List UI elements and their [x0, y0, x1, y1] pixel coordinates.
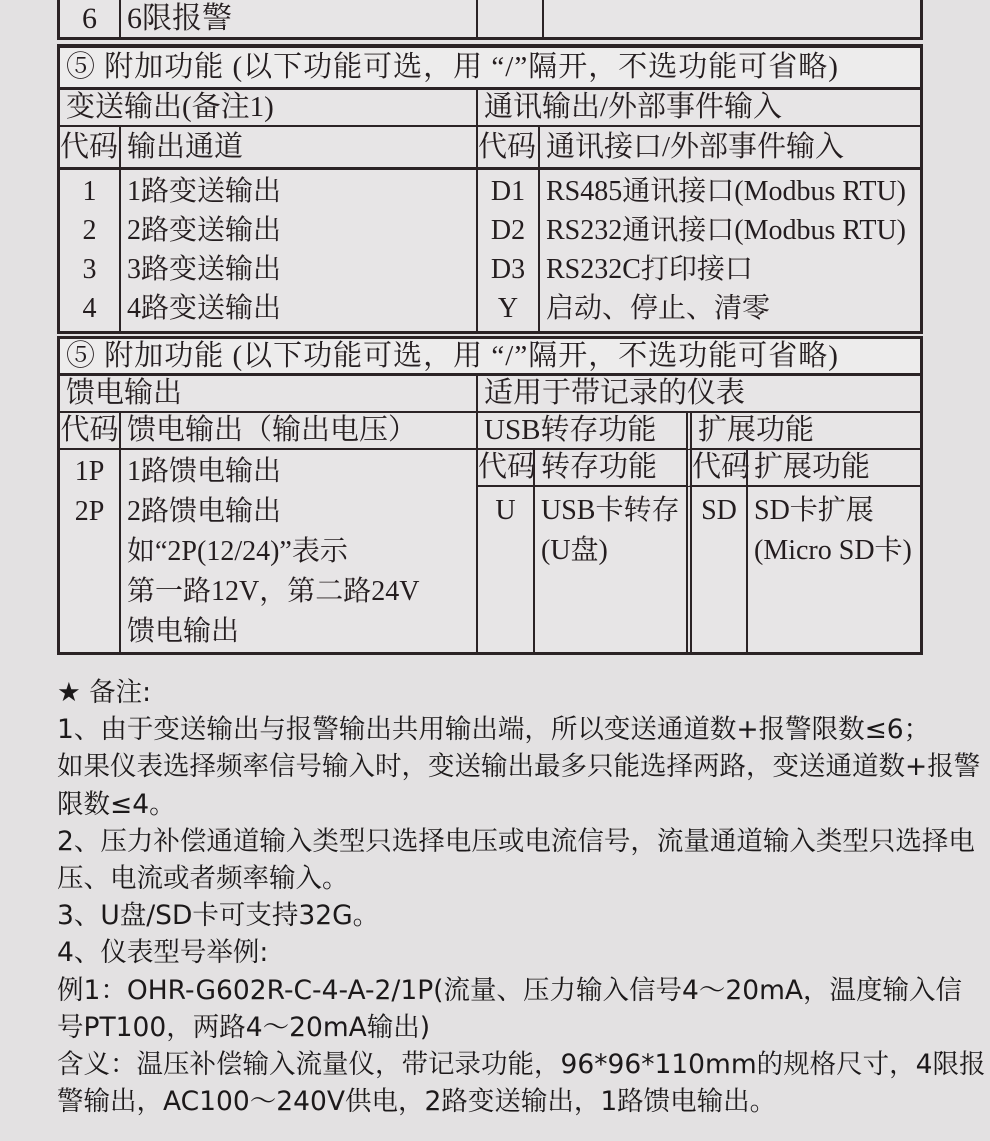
- column-header: 馈电输出（输出电压）: [121, 413, 478, 450]
- group-header-transmit: 变送输出(备注1): [60, 90, 478, 127]
- item-cell: SD卡扩展: [754, 495, 874, 526]
- item-cell: RS232通讯接口(Modbus RTU): [546, 215, 907, 246]
- column-header: 通讯接口/外部事件输入: [540, 127, 920, 170]
- code-column: [686, 487, 746, 652]
- remarks-section: [57, 674, 986, 1120]
- code-cell: 4: [82, 293, 97, 324]
- item-cell: 3路变送输出: [127, 254, 282, 285]
- group-header-usb: USB转存功能: [478, 413, 686, 450]
- code-cell: D2: [490, 215, 526, 246]
- item-cell: (Micro SD卡): [754, 535, 912, 566]
- group-header-expand: 扩展功能: [686, 413, 920, 450]
- remark-line: 1、由于变送输出与报警输出共用输出端，所以变送通道数+报警限数≤6；: [57, 714, 931, 746]
- usb-sd-subtable: [478, 450, 920, 652]
- item-cell: 4路变送输出: [127, 293, 282, 324]
- right-group-headers: [478, 413, 920, 450]
- group-header-feedpower: 馈电输出: [60, 376, 478, 413]
- column-header: 代码: [60, 413, 121, 450]
- code-cell: 6: [60, 0, 121, 37]
- item-cell: RS232C打印接口: [546, 254, 753, 285]
- code-cell: 2P: [74, 496, 105, 527]
- remark-line: 如果仪表选择频率信号输入时，变送输出最多只能选择两路，变送通道数+报警: [57, 751, 981, 783]
- table-row-alarm-6: [57, 0, 923, 40]
- item-column: [746, 487, 920, 652]
- sub-header: 扩展功能: [746, 450, 920, 487]
- desc-cell: 6限报警: [121, 0, 478, 37]
- item-cell: 如“2P(12/24)”表示: [127, 536, 348, 567]
- remark-line: 含义：温压补偿输入流量仪，带记录功能，96*96*110mm的规格尺寸，4限报: [57, 1048, 986, 1080]
- remark-line: 2、压力补偿通道输入类型只选择电压或电流信号，流量通道输入类型只选择电: [57, 825, 975, 857]
- code-cell: D1: [490, 176, 526, 207]
- item-cell: USB卡转存: [541, 495, 680, 526]
- remark-line: 压、电流或者频率输入。: [57, 862, 349, 894]
- code-cell: SD: [701, 495, 737, 526]
- code-column: [60, 450, 121, 652]
- item-column: [121, 450, 478, 652]
- empty-cell: [478, 0, 544, 37]
- code-cell: 3: [82, 254, 97, 285]
- remark-line: 号PT100，两路4～20mA输出): [57, 1011, 431, 1043]
- item-cell: 2路馈电输出: [127, 496, 282, 527]
- item-column: [540, 170, 920, 331]
- code-cell: 1P: [74, 456, 105, 487]
- item-cell: 第一路12V，第二路24V: [127, 576, 420, 607]
- sub-header: 代码: [686, 450, 746, 487]
- group-header-comm: 通讯输出/外部事件输入: [478, 90, 920, 127]
- item-cell: 启动、停止、清零: [546, 293, 771, 324]
- sub-header: 转存功能: [533, 450, 686, 487]
- selection-table: [57, 0, 923, 655]
- transmit-comm-table: [57, 90, 923, 334]
- sub-header: 代码: [478, 450, 533, 487]
- item-cell: 1路馈电输出: [127, 456, 282, 487]
- code-cell: 1: [82, 176, 97, 207]
- code-cell: Y: [497, 293, 519, 324]
- item-column: [121, 170, 478, 331]
- code-column: [478, 170, 540, 331]
- feedpower-record-table: [57, 376, 923, 655]
- remark-line: 警输出，AC100～240V供电，2路变送输出，1路馈电输出。: [57, 1086, 777, 1118]
- column-header: 代码: [60, 127, 121, 170]
- item-cell: 馈电输出: [127, 616, 240, 647]
- section5-header: ⑤ 附加功能 (以下功能可选，用 “/”隔开，不选功能可省略): [57, 44, 923, 90]
- item-cell: 1路变送输出: [127, 176, 282, 207]
- item-cell: 2路变送输出: [127, 215, 282, 246]
- column-header: 输出通道: [121, 127, 478, 170]
- item-column: [533, 487, 686, 652]
- code-cell: 2: [82, 215, 97, 246]
- code-cell: U: [495, 495, 516, 526]
- empty-cell: [544, 0, 920, 37]
- column-header: 代码: [478, 127, 540, 170]
- item-cell: (U盘): [541, 535, 608, 566]
- code-column: [478, 487, 533, 652]
- code-cell: D3: [490, 254, 526, 285]
- remark-line: 例1：OHR-G602R-C-4-A-2/1P(流量、压力输入信号4～20mA，温度输入信: [57, 974, 963, 1006]
- group-header-record: 适用于带记录的仪表: [478, 376, 920, 413]
- remark-line: 限数≤4。: [57, 788, 176, 820]
- section5-header: ⑤ 附加功能 (以下功能可选，用 “/”隔开，不选功能可省略): [57, 336, 923, 376]
- remarks-title: ★ 备注:: [57, 677, 152, 708]
- code-column: [60, 170, 121, 331]
- item-cell: RS485通讯接口(Modbus RTU): [546, 176, 907, 207]
- remark-line: 3、U盘/SD卡可支持32G。: [57, 900, 380, 932]
- remark-line: 4、仪表型号举例:: [57, 937, 269, 969]
